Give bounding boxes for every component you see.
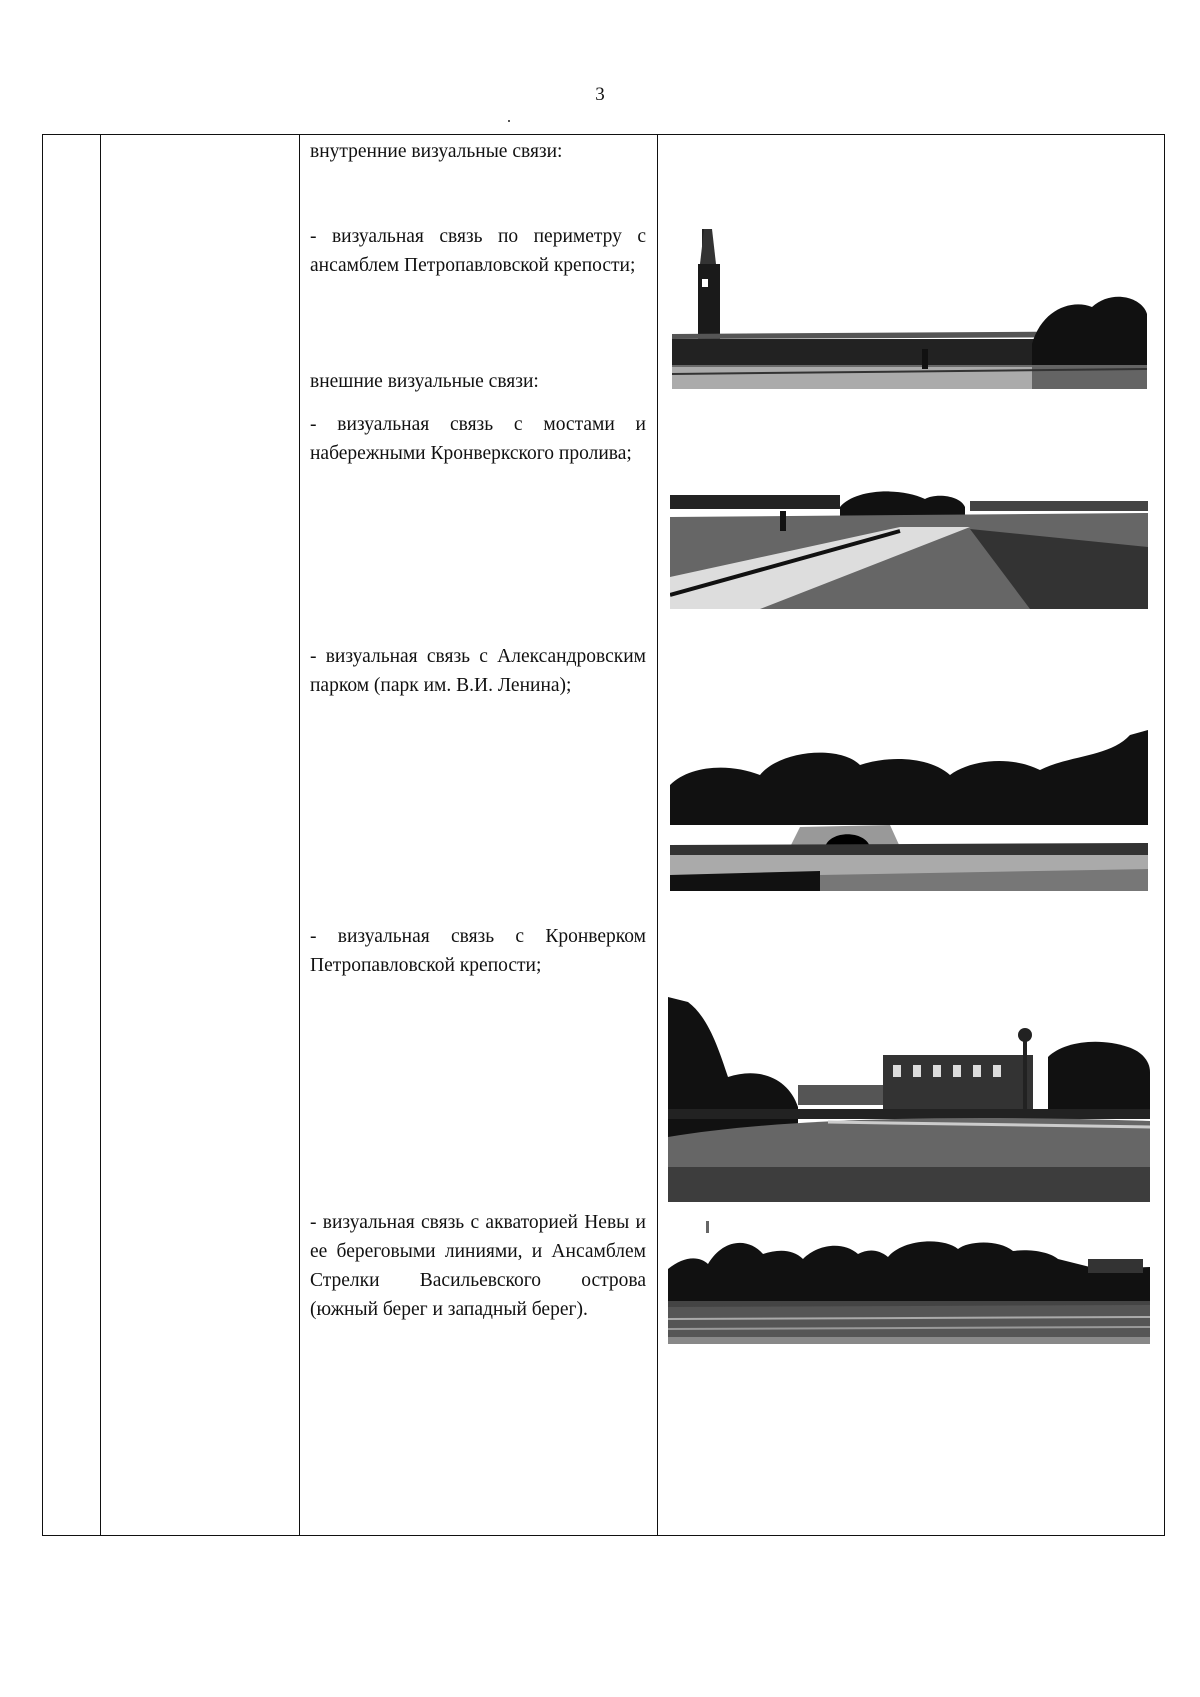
table-cell-number [43, 135, 101, 1536]
table-cell-photos [658, 135, 1165, 1536]
scan-speck [508, 120, 510, 122]
external-links-heading: внешние визуальные связи: [310, 371, 539, 392]
photo-alexandrovsky-park [670, 725, 1148, 891]
table-cell-object [101, 135, 300, 1536]
photo-kronverk-strait-embankment [670, 487, 1148, 609]
link-item-kronverk-strait: - визуальная связь с мостами и набережными Кронверкского пролива; [310, 414, 646, 464]
photo-fortress-perimeter [672, 219, 1147, 389]
table-cell-description [300, 135, 658, 1536]
table-row [43, 135, 1165, 1536]
photo-neva-waterfront [668, 1219, 1150, 1344]
document-table [42, 134, 1165, 1536]
link-item-alexandrovsky-park: - визуальная связь с Александровским парком (парк им. В.И. Ленина); [310, 646, 646, 696]
link-item-neva: - визуальная связь с акваторией Невы и ее береговыми линиями, и Ансамблем Стрелки Васильевского острова (южный берег и западный берег). [310, 1212, 646, 1320]
link-item-kronverk: - визуальная связь с Кронверком Петропавловской крепости; [310, 926, 646, 976]
link-item-fortress-perimeter: - визуальная связь по периметру с ансамблем Петропавловской крепости; [310, 226, 646, 276]
page-number: 3 [595, 84, 605, 105]
photo-kronverk-building [668, 997, 1150, 1202]
internal-links-heading: внутренние визуальные связи: [310, 141, 563, 162]
